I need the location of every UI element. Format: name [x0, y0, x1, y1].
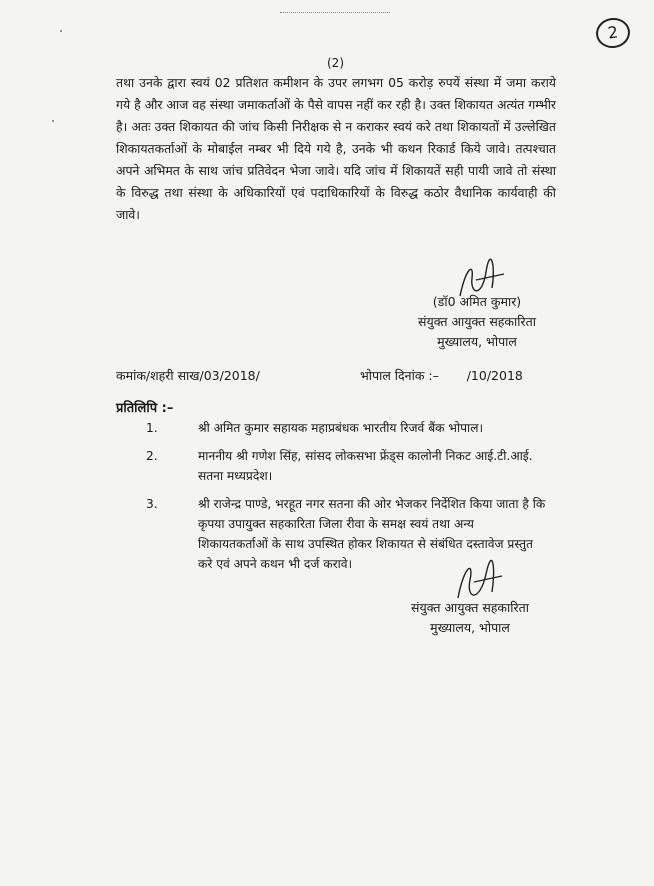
body-paragraph [116, 72, 556, 226]
reference-number: कमांक/शहरी साख/03/2018/ [116, 368, 260, 383]
place-date: भोपाल दिनांक :– /10/2018 [360, 368, 523, 383]
signatory2-designation: संयुक्त आयुक्त सहकारिता [411, 600, 529, 615]
list-item-text: श्री अमित कुमार सहायक महाप्रबंधक भारतीय रिजर्व बैंक भोपाल। [198, 421, 484, 435]
signatory2-office: मुख्यालय, भोपाल [430, 620, 510, 635]
handwritten-page-number: 2 [594, 16, 632, 50]
list-item-text: माननीय श्री गणेश सिंह, सांसद लोकसभा फ्रेंड्स कालोनी निकट आई.टी.आई. सतना मध्यप्रदेश। [198, 449, 533, 483]
list-item-text: श्री राजेन्द्र पाण्डे, भरहूत नगर सतना की ओर भेजकर निर्देशित किया जाता है कि कृपया उपायुक्त सहकारिता जिला रीवा के समक्ष स्वयं तथा अन्य शिकायतकर्ताओं के साथ उपस्थित होकर शिकायत से संबंधित दस्तावेज प्रस्तुत करे एवं अपने कथन भी दर्ज करावे। [198, 497, 546, 571]
signatory-designation: संयुक्त आयुक्त सहकारिता [418, 314, 536, 329]
list-item-number: 2. [146, 449, 158, 463]
scan-dot [60, 30, 62, 32]
copy-to-title: प्रतिलिपि :– [116, 401, 174, 416]
body-text: तथा उनके द्वारा स्वयं 02 प्रतिशत कमीशन के उपर लगभग 05 करोड़ रुपयें संस्था में जमा कराये गये है और आज वह संस्था जमाकर्ताओं के पैसे वापस नहीं कर रही है। उक्त शिकायत अत्यंत गम्भीर है। अतः उक्त शिकायत की जांच किसी निरीक्षक से न कराकर स्वयं करे तथा शिकायतों में उल्लेखित शिकायतकर्ताओं के मोबाईल नम्बर भी दिये गये है, उनके भी कथन रिकार्ड किये जावे। तत्पश्चात अपने अभिमत के साथ जांच प्रतिवेदन भेजा जावे। यदि जांच में शिकायतें सही पायी जावे तो संस्था के विरुद्ध तथा संस्था के अधिकारियों एवं पदाधिकारियों के विरुद्ध कठोर वैधानिक कार्यवाही की जावे। [116, 75, 556, 222]
scan-dot [52, 120, 54, 122]
signatory-name: (डॉ0 अमित कुमार) [432, 294, 522, 309]
signatory-block-2 [380, 598, 560, 638]
list-item [146, 446, 546, 486]
list-item-number: 3. [146, 497, 158, 511]
signatory-block [392, 292, 562, 352]
scan-artifact [280, 12, 390, 15]
list-item-number: 1. [146, 421, 158, 435]
signatory-office: मुख्यालय, भोपाल [437, 334, 517, 349]
page-number: (2) [327, 56, 344, 70]
list-item [146, 418, 546, 438]
